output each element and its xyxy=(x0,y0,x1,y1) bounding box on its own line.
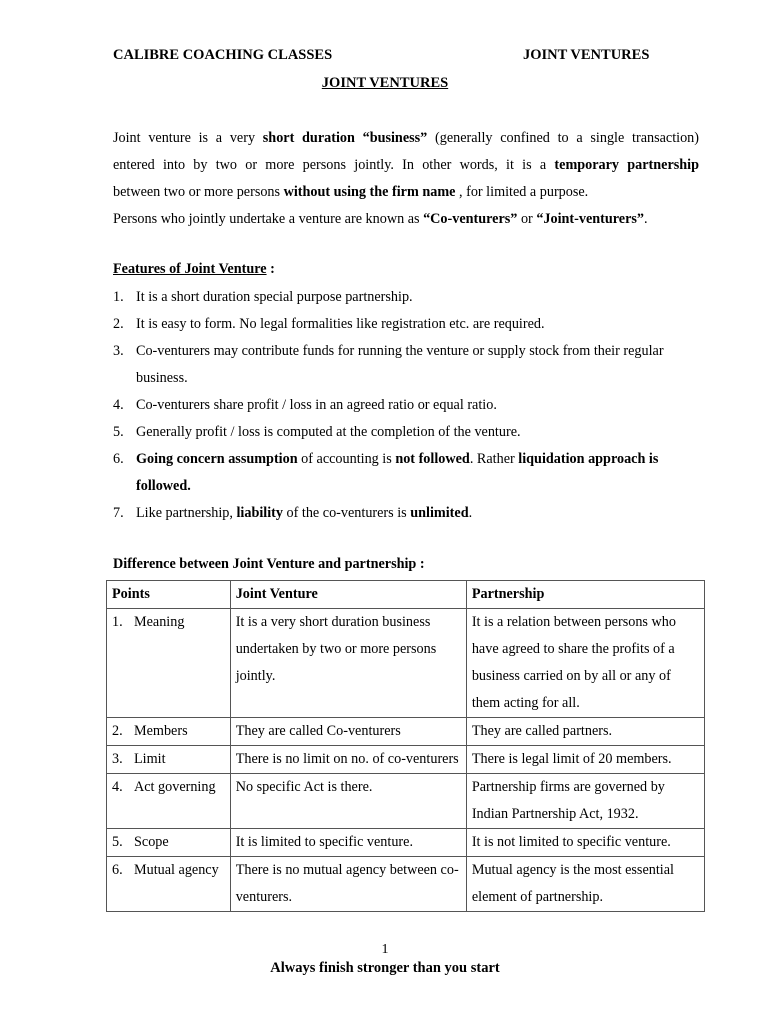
table-cell-joint-venture: They are called Co-venturers xyxy=(230,718,466,746)
intro-line-3: between two or more persons without using the firm name , for limited a purpose. xyxy=(113,184,589,200)
table-row xyxy=(107,746,705,774)
features-heading: Features of Joint Venture : xyxy=(113,261,275,277)
list-item: 3. Co-venturers may contribute funds for running the venture or supply stock from their regular business. xyxy=(113,343,664,386)
list-item: 4. Co-venturers share profit / loss in an agreed ratio or equal ratio. xyxy=(113,397,497,413)
header-left: CALIBRE COACHING CLASSES xyxy=(113,47,333,63)
page-number: 1 xyxy=(381,942,389,957)
list-item: 2. It is easy to form. No legal formalities like registration etc. are required. xyxy=(113,316,545,332)
table-cell-partnership: It is not limited to specific venture. xyxy=(466,829,704,857)
intro-line-1: Joint venture is a very short duration “business” (generally confined to a single transaction) xyxy=(113,130,699,146)
table-row xyxy=(107,829,705,857)
table-cell-partnership: Mutual agency is the most essential element of partnership. xyxy=(466,857,704,912)
difference-heading: Difference between Joint Venture and partnership : xyxy=(113,556,425,572)
table-cell-joint-venture: It is limited to specific venture. xyxy=(230,829,466,857)
footer-tagline: Always finish stronger than you start xyxy=(270,960,500,976)
table-cell-partnership: There is legal limit of 20 members. xyxy=(466,746,704,774)
list-item: 5. Generally profit / loss is computed at the completion of the venture. xyxy=(113,424,521,440)
page-title: JOINT VENTURES xyxy=(321,75,449,91)
table-cell-joint-venture: There is no mutual agency between co-venturers. xyxy=(230,857,466,912)
table-cell-partnership: It is a relation between persons who have agreed to share the profits of a business carried on by all or any of them acting for all. xyxy=(466,609,704,718)
header-right: JOINT VENTURES xyxy=(523,47,650,63)
table-cell-joint-venture: There is no limit on no. of co-venturers xyxy=(230,746,466,774)
features-list xyxy=(113,284,699,527)
table-row xyxy=(107,774,705,829)
intro-paragraph xyxy=(113,125,699,233)
table-cell-point: 3. Limit xyxy=(107,746,231,774)
table-cell-point: 5. Scope xyxy=(107,829,231,857)
difference-table xyxy=(106,580,705,912)
list-item: 1. It is a short duration special purpose partnership. xyxy=(113,289,413,305)
table-row xyxy=(107,857,705,912)
table-row xyxy=(107,718,705,746)
table-cell-point: 4. Act governing xyxy=(107,774,231,829)
list-item: 7. Like partnership, liability of the co-venturers is unlimited. xyxy=(113,505,473,521)
table-cell-joint-venture: It is a very short duration business undertaken by two or more persons jointly. xyxy=(230,609,466,718)
column-header-joint-venture: Joint Venture xyxy=(230,581,466,609)
table-cell-point: 2. Members xyxy=(107,718,231,746)
intro-line-2: entered into by two or more persons jointly. In other words, it is a temporary partnership xyxy=(113,157,699,173)
table-cell-joint-venture: No specific Act is there. xyxy=(230,774,466,829)
table-cell-partnership: They are called partners. xyxy=(466,718,704,746)
intro-line-4: Persons who jointly undertake a venture are known as “Co-venturers” or “Joint-venturers”. xyxy=(113,211,648,227)
table-cell-point: 1. Meaning xyxy=(107,609,231,718)
column-header-partnership: Partnership xyxy=(466,581,704,609)
table-header-row xyxy=(107,581,705,609)
table-row xyxy=(107,609,705,718)
table-cell-partnership: Partnership firms are governed by Indian Partnership Act, 1932. xyxy=(466,774,704,829)
list-item: 6. Going concern assumption of accounting is not followed. Rather liquidation approach is followed. xyxy=(113,451,659,494)
column-header-points: Points xyxy=(107,581,231,609)
table-cell-point: 6. Mutual agency xyxy=(107,857,231,912)
